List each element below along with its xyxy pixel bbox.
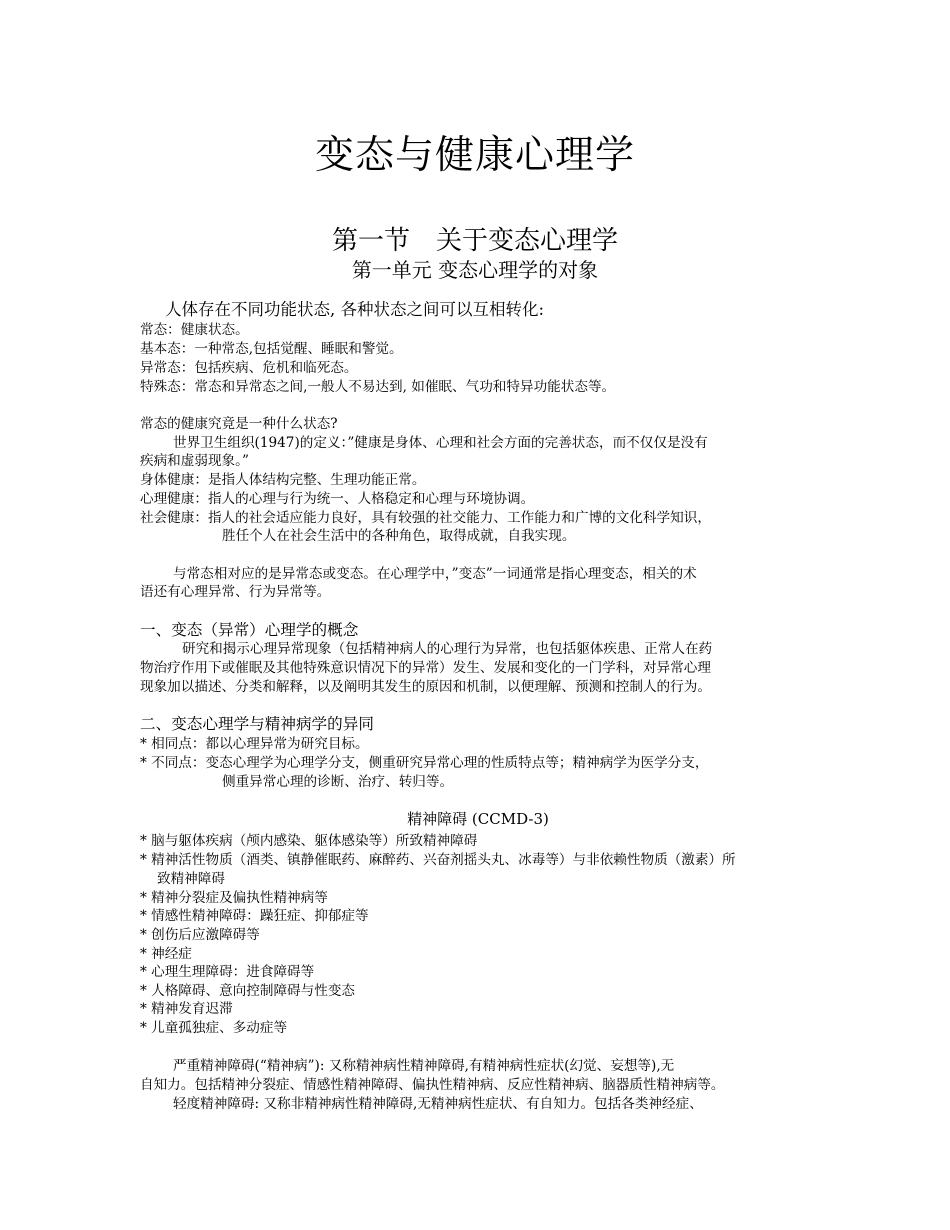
- paragraph-line: 自知力。包括精神分裂症、情感性精神障碍、偏执性精神病、反应性精神病、脑器质性精神病等。: [140, 1077, 725, 1093]
- list-item: * 人格障碍、意向控制障碍与性变态: [140, 983, 356, 999]
- text-line: 身体健康：是指人体结构完整、生理功能正常。: [140, 472, 426, 488]
- list-item: * 情感性精神障碍：躁狂症、抑郁症等: [140, 908, 369, 924]
- heading-concept: 一、变态（异常）心理学的概念: [140, 621, 359, 639]
- classification-heading: 精神障碍 (CCMD-3): [407, 810, 549, 828]
- paragraph-line: 轻度精神障碍: 又称非精神病性精神障碍,无精神病性症状、有自知力。包括各类神经症、: [173, 1096, 703, 1112]
- list-item: * 精神发育迟滞: [140, 1001, 233, 1017]
- document-title: 变态与健康心理学: [314, 133, 635, 178]
- text-line: 常态的健康究竟是一种什么状态?: [140, 416, 338, 432]
- paragraph-line: 语还有心理异常、行为异常等。: [140, 584, 331, 600]
- paragraph-line: 与常态相对应的是异常态或变态。在心理学中，”变态”一词通常是指心理变态，相关的术: [173, 566, 697, 582]
- list-item: * 精神活性物质（酒类、镇静催眠药、麻醉药、兴奋剂摇头丸、冰毒等）与非依赖性物质（激素）所: [140, 852, 736, 868]
- text-line: 异常态：包括疾病、危机和临死态。: [140, 360, 358, 376]
- list-item-continuation: 致精神障碍: [157, 871, 225, 887]
- list-item: * 脑与躯体疾病（颅内感染、躯体感染等）所致精神障碍: [140, 833, 478, 849]
- list-item: * 儿童孤独症、多动症等: [140, 1020, 288, 1036]
- text-line: 心理健康：指人的心理与行为统一、人格稳定和心理与环境协调。: [140, 491, 535, 507]
- paragraph-line: 严重精神障碍(“精神病”): 又称精神病性精神障碍,有精神病性症状(幻觉、妄想等),无: [173, 1058, 675, 1074]
- section-title: 第一节 关于变态心理学: [331, 226, 618, 256]
- text-line: 胜任个人在社会生活中的各种角色，取得成就，自我实现。: [222, 528, 576, 544]
- paragraph-line: 现象加以描述、分类和解释，以及阐明其发生的原因和机制，以便理解、预测和控制人的行为。: [140, 679, 711, 695]
- list-item: * 精神分裂症及偏执性精神病等: [140, 890, 328, 906]
- intro-line: 人体存在不同功能状态, 各种状态之间可以互相转化:: [165, 300, 545, 319]
- list-item: * 相同点：都以心理异常为研究目标。: [140, 736, 369, 752]
- paragraph-line: 研究和揭示心理异常现象（包括精神病人的心理行为异常，也包括躯体疾患、正常人在药: [182, 641, 713, 657]
- heading-comparison: 二、变态心理学与精神病学的异同: [140, 715, 374, 733]
- text-line: 基本态：一种常态,包括觉醒、睡眠和警觉。: [140, 341, 403, 357]
- text-line: 特殊态：常态和异常态之间,一般人不易达到, 如催眠、气功和特异功能状态等。: [140, 379, 616, 395]
- list-item: * 心理生理障碍：进食障碍等: [140, 964, 315, 980]
- paragraph-line: 疾病和虚弱现象。”: [140, 453, 249, 469]
- text-line: 社会健康：指人的社会适应能力良好，具有较强的社交能力、工作能力和广博的文化科学知识，: [140, 510, 711, 526]
- unit-title: 第一单元 变态心理学的对象: [351, 258, 599, 282]
- paragraph-line: 物治疗作用下或催眠及其他特殊意识情况下的异常）发生、发展和变化的一门学科，对异常心理: [140, 660, 711, 676]
- list-item: * 神经症: [140, 946, 192, 962]
- list-item: * 创伤后应激障碍等: [140, 927, 260, 943]
- text-line: 常态：健康状态。: [140, 322, 249, 338]
- list-item: * 不同点：变态心理学为心理学分支，侧重研究异常心理的性质特点等；精神病学为医学分支，: [140, 755, 709, 771]
- paragraph-line: 世界卫生组织(1947)的定义：”健康是身体、心理和社会方面的完善状态，而不仅仅是没有: [173, 435, 708, 451]
- list-item-continuation: 侧重异常心理的诊断、治疗、转归等。: [222, 774, 454, 790]
